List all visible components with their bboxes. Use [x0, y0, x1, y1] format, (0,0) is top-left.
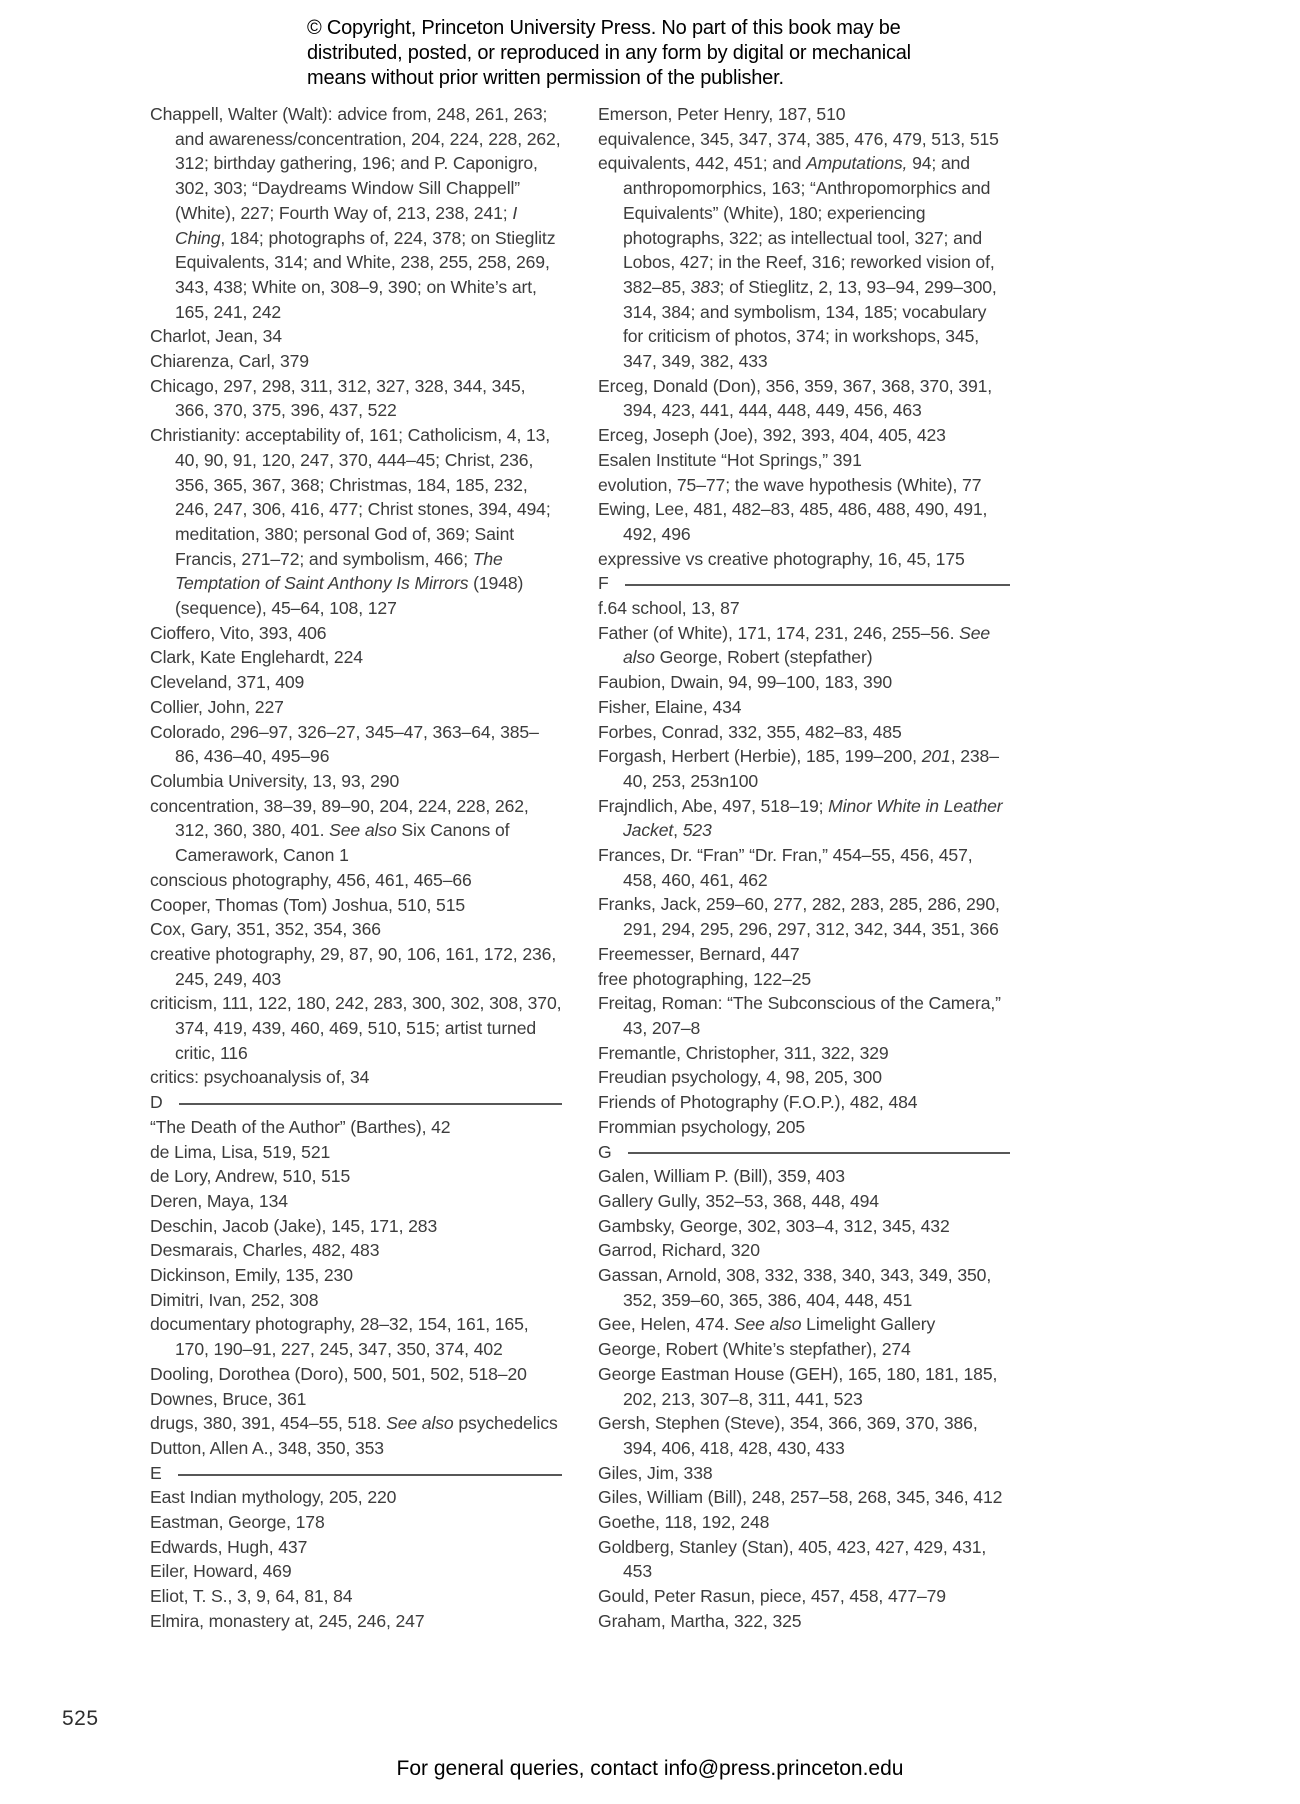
- index-entry: East Indian mythology, 205, 220: [150, 1487, 397, 1508]
- index-entry: Christianity: acceptability of, 161; Catholicism, 4, 13, 40, 90, 91, 120, 247, 370, 444–45; Christ, 236, 356, 365, 367, 368; Christmas, 184, 185, 232, 246, 247, 306, 416, 477; Christ stones, 394, 494; meditation, 380; personal God of, 369; Saint Francis, 271–72; and symbolism, 466; The Temptation of Saint Anthony Is Mirrors (1948) (sequence), 45–64, 108, 127: [150, 425, 551, 619]
- section-letter: G: [598, 1141, 612, 1162]
- section-letter: F: [598, 573, 609, 594]
- copyright-line-2: distributed, posted, or reproduced in any form by digital or mechanical: [307, 42, 911, 64]
- index-entry: Cooper, Thomas (Tom) Joshua, 510, 515: [150, 894, 466, 915]
- index-entry: Gambsky, George, 302, 303–4, 312, 345, 432: [598, 1215, 950, 1236]
- index-entry: Edwards, Hugh, 437: [150, 1536, 308, 1557]
- index-entry: Father (of White), 171, 174, 231, 246, 255–56. See also George, Robert (stepfather): [598, 622, 991, 668]
- index-entry: Emerson, Peter Henry, 187, 510: [598, 104, 846, 124]
- index-entry: Gersh, Stephen (Steve), 354, 366, 369, 370, 386, 394, 406, 418, 428, 430, 433: [598, 1413, 978, 1458]
- index-entry: Freudian psychology, 4, 98, 205, 300: [598, 1067, 882, 1088]
- index-entry: Faubion, Dwain, 94, 99–100, 183, 390: [598, 672, 893, 693]
- index-entry: de Lima, Lisa, 519, 521: [150, 1141, 331, 1162]
- index-entry: Fremantle, Christopher, 311, 322, 329: [598, 1042, 889, 1063]
- index-entry: drugs, 380, 391, 454–55, 518. See also psychedelics: [150, 1413, 558, 1434]
- index-entry: expressive vs creative photography, 16, 45, 175: [598, 548, 965, 569]
- index-entry: Clark, Kate Englehardt, 224: [150, 647, 363, 668]
- index-body: [150, 102, 1010, 1634]
- index-entry: Dutton, Allen A., 348, 350, 353: [150, 1437, 384, 1458]
- index-entry: documentary photography, 28–32, 154, 161, 165, 170, 190–91, 227, 245, 347, 350, 374, 402: [150, 1314, 529, 1360]
- index-entry: Forgash, Herbert (Herbie), 185, 199–200, 201, 238–40, 253, 253n100: [598, 746, 999, 791]
- section-header-F: [598, 571, 1010, 596]
- section-rule: [625, 584, 1010, 586]
- section-letter: E: [150, 1462, 162, 1483]
- index-entry: Ewing, Lee, 481, 482–83, 485, 486, 488, 490, 491, 492, 496: [598, 499, 988, 544]
- index-entry: Eliot, T. S., 3, 9, 64, 81, 84: [150, 1586, 353, 1607]
- index-entry: Downes, Bruce, 361: [150, 1388, 307, 1409]
- footer-contact: For general queries, contact info@press.princeton.edu: [396, 1757, 904, 1780]
- index-column-right: [598, 102, 1010, 1634]
- index-entry: equivalence, 345, 347, 374, 385, 476, 479, 513, 515: [598, 128, 999, 149]
- index-entry: criticism, 111, 122, 180, 242, 283, 300, 302, 308, 370, 374, 419, 439, 460, 469, 510, 515; artist turned critic, 116: [150, 993, 562, 1063]
- index-entry: Franks, Jack, 259–60, 277, 282, 283, 285, 286, 290, 291, 294, 295, 296, 297, 312, 342, 344, 351, 366: [598, 894, 1000, 940]
- section-rule: [178, 1474, 562, 1476]
- index-entry: Graham, Martha, 322, 325: [598, 1610, 802, 1631]
- index-entry: Deren, Maya, 134: [150, 1190, 288, 1211]
- index-entry: Garrod, Richard, 320: [598, 1240, 760, 1261]
- index-entry: Forbes, Conrad, 332, 355, 482–83, 485: [598, 721, 902, 742]
- copyright-line-3: means without prior written permission of the publisher.: [307, 67, 784, 89]
- index-entry: Deschin, Jacob (Jake), 145, 171, 283: [150, 1215, 438, 1236]
- index-entry: Freemesser, Bernard, 447: [598, 943, 800, 964]
- index-entry: Esalen Institute “Hot Springs,” 391: [598, 449, 862, 470]
- index-entry: Columbia University, 13, 93, 290: [150, 770, 400, 791]
- index-entry: concentration, 38–39, 89–90, 204, 224, 228, 262, 312, 360, 380, 401. See also Six Canons of Camerawork, Canon 1: [150, 795, 529, 866]
- copyright-notice: [307, 16, 1007, 91]
- index-entry: Cox, Gary, 351, 352, 354, 366: [150, 919, 381, 940]
- index-entry: critics: psychoanalysis of, 34: [150, 1067, 370, 1088]
- section-rule: [628, 1152, 1010, 1154]
- index-entry: George Eastman House (GEH), 165, 180, 181, 185, 202, 213, 307–8, 311, 441, 523: [598, 1363, 998, 1409]
- index-entry: Chappell, Walter (Walt): advice from, 248, 261, 263; and awareness/concentration, 204, 224, 228, 262, 312; birthday gathering, 196; and P. Caponigro, 302, 303; “Daydreams Window Sill Chappell” (White), 227; Fourth Way of, 213, 238, 241; I Ching, 184; photographs of, 224, 378; on Stieglitz Equivalents, 314; and White, 238, 255, 258, 269, 343, 438; White on, 308–9, 390; on White’s art, 165, 241, 242: [150, 104, 561, 322]
- index-entry: Giles, William (Bill), 248, 257–58, 268, 345, 346, 412: [598, 1487, 1003, 1508]
- page-number: 525: [62, 1707, 99, 1730]
- index-entry: Eastman, George, 178: [150, 1512, 325, 1533]
- index-entry: Frances, Dr. “Fran” “Dr. Fran,” 454–55, 456, 457, 458, 460, 461, 462: [598, 845, 973, 890]
- index-entry: Gee, Helen, 474. See also Limelight Gallery: [598, 1314, 936, 1335]
- index-entry: Elmira, monastery at, 245, 246, 247: [150, 1610, 425, 1631]
- index-entry: Erceg, Joseph (Joe), 392, 393, 404, 405, 423: [598, 425, 946, 446]
- index-entry: Cleveland, 371, 409: [150, 672, 305, 693]
- index-entry: de Lory, Andrew, 510, 515: [150, 1166, 351, 1187]
- index-entry: Giles, Jim, 338: [598, 1462, 713, 1483]
- section-header-D: [150, 1090, 562, 1115]
- index-entry: Dimitri, Ivan, 252, 308: [150, 1289, 319, 1310]
- index-entry: Goldberg, Stanley (Stan), 405, 423, 427, 429, 431, 453: [598, 1536, 987, 1582]
- index-entry: Fisher, Elaine, 434: [598, 696, 742, 717]
- index-entry: Frommian psychology, 205: [598, 1116, 806, 1137]
- index-entry: conscious photography, 456, 461, 465–66: [150, 869, 472, 890]
- index-entry: Colorado, 296–97, 326–27, 345–47, 363–64, 385–86, 436–40, 495–96: [150, 721, 539, 767]
- index-entry: Dooling, Dorothea (Doro), 500, 501, 502, 518–20: [150, 1363, 527, 1384]
- index-entry: Desmarais, Charles, 482, 483: [150, 1240, 380, 1261]
- index-entry: free photographing, 122–25: [598, 968, 812, 989]
- index-entry: Eiler, Howard, 469: [150, 1561, 292, 1582]
- index-entry: Cioffero, Vito, 393, 406: [150, 622, 327, 643]
- index-entry: Charlot, Jean, 34: [150, 326, 282, 347]
- section-header-E: [150, 1461, 562, 1486]
- index-entry: “The Death of the Author” (Barthes), 42: [150, 1116, 451, 1137]
- index-entry: f.64 school, 13, 87: [598, 598, 740, 619]
- section-header-G: [598, 1140, 1010, 1165]
- index-entry: Freitag, Roman: “The Subconscious of the Camera,” 43, 207–8: [598, 993, 1001, 1038]
- section-rule: [179, 1103, 562, 1105]
- index-entry: Chiarenza, Carl, 379: [150, 351, 309, 372]
- index-entry: Galen, William P. (Bill), 359, 403: [598, 1166, 845, 1187]
- index-entry: Chicago, 297, 298, 311, 312, 327, 328, 344, 345, 366, 370, 375, 396, 437, 522: [150, 375, 526, 421]
- index-entry: evolution, 75–77; the wave hypothesis (White), 77: [598, 474, 982, 495]
- index-entry: Gould, Peter Rasun, piece, 457, 458, 477–79: [598, 1586, 946, 1607]
- index-entry: Collier, John, 227: [150, 696, 284, 717]
- index-entry: Erceg, Donald (Don), 356, 359, 367, 368, 370, 391, 394, 423, 441, 444, 448, 449, 456, 463: [598, 375, 993, 421]
- index-entry: equivalents, 442, 451; and Amputations, 94; and anthropomorphics, 163; “Anthropomorphics and Equivalents” (White), 180; experiencing photographs, 322; as intellectual tool, 327; and Lobos, 427; in the Reef, 316; reworked vision of, 382–85, 383; of Stieglitz, 2, 13, 93–94, 299–300, 314, 384; and symbolism, 134, 185; vocabulary for criticism of photos, 374; in workshops, 345, 347, 349, 382, 433: [598, 153, 997, 372]
- index-column-left: [150, 102, 562, 1634]
- index-entry: Goethe, 118, 192, 248: [598, 1512, 770, 1533]
- index-entry: Gassan, Arnold, 308, 332, 338, 340, 343, 349, 350, 352, 359–60, 365, 386, 404, 448, 451: [598, 1265, 992, 1310]
- section-letter: D: [150, 1092, 163, 1113]
- index-entry: Friends of Photography (F.O.P.), 482, 484: [598, 1092, 918, 1113]
- copyright-line-1: © Copyright, Princeton University Press. No part of this book may be: [307, 17, 901, 39]
- index-entry: Frajndlich, Abe, 497, 518–19; Minor White in Leather Jacket, 523: [598, 795, 1003, 841]
- index-entry: George, Robert (White’s stepfather), 274: [598, 1339, 911, 1360]
- index-entry: Dickinson, Emily, 135, 230: [150, 1265, 353, 1286]
- index-entry: Gallery Gully, 352–53, 368, 448, 494: [598, 1190, 879, 1211]
- index-entry: creative photography, 29, 87, 90, 106, 161, 172, 236, 245, 249, 403: [150, 943, 557, 989]
